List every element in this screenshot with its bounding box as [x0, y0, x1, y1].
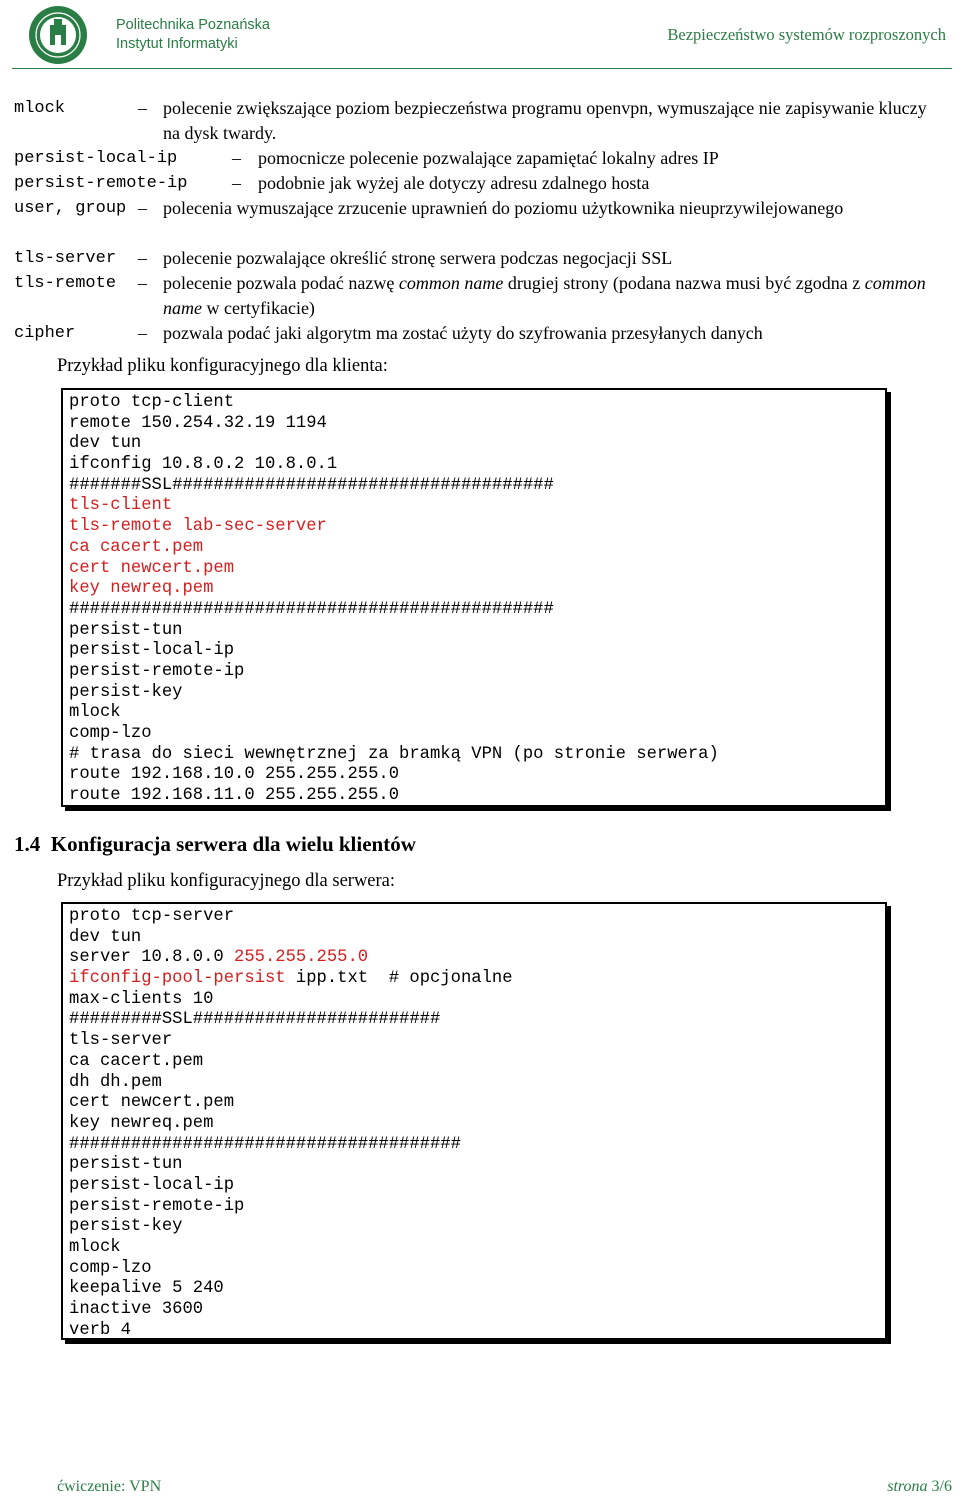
code-line	[69, 1197, 885, 1218]
client-config-caption: Przykład pliku konfiguracyjnego dla klienta:	[57, 356, 388, 376]
footer-page-label: strona	[887, 1478, 928, 1495]
definition-dash: –	[138, 198, 147, 218]
section-heading	[14, 832, 416, 857]
code-segment: cert newcert.pem	[69, 1093, 235, 1113]
code-line: ca cacert.pem	[69, 537, 204, 557]
definition-description	[163, 271, 944, 321]
code-segment: max-clients 10	[69, 989, 214, 1009]
code-segment: comp-lzo	[69, 1258, 152, 1278]
code-segment: verb 4	[69, 1320, 131, 1340]
code-line: tls-client	[69, 496, 173, 516]
code-line	[69, 1217, 885, 1238]
definition-item	[14, 171, 944, 196]
code-segment: #########SSL########################	[69, 1010, 441, 1030]
code-line: remote 150.254.32.19 1194	[69, 413, 327, 433]
code-line	[69, 1093, 885, 1114]
definition-item	[14, 271, 944, 321]
code-line	[69, 928, 885, 949]
definition-item	[14, 196, 944, 246]
definition-text: w certyfikacie)	[202, 298, 315, 318]
definition-description: pomocnicze polecenie pozwalające zapamiętać lokalny adres IP	[258, 148, 719, 168]
code-line	[69, 1176, 885, 1197]
code-segment: mlock	[69, 1238, 121, 1257]
definition-item	[14, 321, 944, 346]
definition-term: tls-server	[14, 249, 117, 268]
code-line	[69, 1031, 885, 1052]
definition-item	[14, 96, 944, 146]
code-line	[69, 969, 885, 990]
code-segment: persist-key	[69, 1217, 183, 1237]
code-segment: dev tun	[69, 927, 142, 947]
section-number: 1.4	[14, 832, 41, 856]
code-line: cert newcert.pem	[69, 558, 235, 578]
definition-description: polecenia wymuszające zrzucenie uprawnień do poziomu użytkownika nieuprzywilejowanego	[163, 198, 844, 218]
definition-term: user, group	[14, 199, 127, 218]
code-segment: inactive 3600	[69, 1300, 204, 1320]
definition-description: pozwala podać jaki algorytm ma zostać użyty do szyfrowania przesyłanych danych	[163, 323, 763, 343]
code-line	[69, 1135, 885, 1156]
definition-dash: –	[232, 148, 241, 168]
definition-emphasis: common name	[398, 273, 504, 293]
code-segment: 255.255.255.0	[234, 948, 369, 968]
page-header	[0, 0, 960, 70]
code-line: tls-remote lab-sec-server	[69, 517, 327, 537]
code-line	[69, 1073, 885, 1094]
code-line	[69, 990, 885, 1011]
definition-dash: –	[138, 273, 147, 293]
definition-dash: –	[138, 323, 147, 343]
code-line	[69, 1114, 885, 1135]
definition-term: persist-remote-ip	[14, 174, 188, 193]
definition-text: polecenie pozwala podać nazwę	[163, 273, 399, 293]
footer-page	[887, 1478, 952, 1496]
code-line	[69, 948, 885, 969]
definition-term: cipher	[14, 324, 76, 343]
code-line	[69, 1052, 885, 1073]
definition-item	[14, 146, 944, 171]
code-segment: keepalive 5 240	[69, 1279, 224, 1299]
institution-line1: Politechnika Poznańska	[116, 17, 270, 33]
code-line	[69, 1279, 885, 1300]
code-segment: dh dh.pem	[69, 1072, 162, 1092]
code-segment: ifconfig-pool-persist	[69, 969, 286, 989]
code-line	[69, 1010, 885, 1031]
code-segment: proto tcp-server	[69, 907, 235, 926]
code-line: dev tun	[69, 434, 142, 454]
code-line: mlock	[69, 703, 121, 723]
definition-dash: –	[138, 98, 147, 118]
code-segment: persist-tun	[69, 1155, 183, 1175]
code-line: persist-local-ip	[69, 641, 235, 661]
server-config-caption: Przykład pliku konfiguracyjnego dla serwera:	[57, 871, 396, 891]
definition-term: persist-local-ip	[14, 149, 178, 168]
definition-description: polecenie pozwalające określić stronę serwera podczas negocjacji SSL	[163, 248, 673, 268]
definition-list	[14, 96, 944, 346]
definition-description: polecenie zwiększające poziom bezpieczeństwa programu openvpn, wymuszające nie zapisywanie kluczy na dysk twardy.	[163, 98, 927, 143]
code-line: persist-remote-ip	[69, 661, 245, 681]
code-line: persist-tun	[69, 620, 183, 640]
code-line: ###############################################	[69, 599, 554, 619]
code-line: comp-lzo	[69, 724, 152, 743]
institution-name	[116, 16, 270, 54]
header-divider	[12, 68, 952, 69]
course-title: Bezpieczeństwo systemów rozproszonych	[667, 25, 946, 44]
code-line: proto tcp-client	[69, 393, 235, 412]
code-segment: tls-server	[69, 1031, 173, 1051]
footer-exercise: ćwiczenie: VPN	[57, 1478, 162, 1495]
code-line	[69, 1259, 885, 1280]
code-segment: key newreq.pem	[69, 1113, 214, 1133]
code-line: route 192.168.11.0 255.255.255.0	[69, 786, 400, 806]
definition-dash: –	[232, 173, 241, 193]
code-line: persist-key	[69, 682, 183, 702]
code-line: #######SSL#####################################	[69, 475, 554, 495]
section-title-text: Konfiguracja serwera dla wielu klientów	[50, 832, 416, 856]
code-line	[69, 1300, 885, 1321]
code-line: route 192.168.10.0 255.255.255.0	[69, 765, 400, 785]
code-segment: ipp.txt # opcjonalne	[285, 969, 513, 989]
code-segment: ca cacert.pem	[69, 1051, 204, 1071]
code-segment: ######################################	[69, 1134, 461, 1154]
definition-text: drugiej strony (podana nazwa musi być zgodna z	[503, 273, 865, 293]
definition-description: podobnie jak wyżej ale dotyczy adresu zdalnego hosta	[258, 173, 650, 193]
code-segment: server 10.8.0.0	[69, 948, 235, 968]
client-config-box	[61, 388, 887, 807]
code-line	[69, 1155, 885, 1176]
code-line	[69, 1238, 885, 1259]
code-line: # trasa do sieci wewnętrznej za bramką VPN (po stronie serwera)	[69, 744, 719, 764]
server-config-box	[61, 902, 887, 1340]
code-line: ifconfig 10.8.0.2 10.8.0.1	[69, 455, 338, 475]
code-line	[69, 907, 885, 928]
code-segment: persist-local-ip	[69, 1175, 235, 1195]
footer-page-number: 3/6	[931, 1478, 952, 1495]
definition-emphasis: common name	[163, 273, 926, 318]
definition-dash: –	[138, 248, 147, 268]
code-line	[69, 1321, 885, 1342]
code-line: key newreq.pem	[69, 579, 214, 599]
institution-line2: Instytut Informatyki	[116, 36, 238, 52]
definition-term: tls-remote	[14, 274, 117, 293]
definition-item	[14, 246, 944, 271]
code-segment: persist-remote-ip	[69, 1196, 245, 1216]
definition-term: mlock	[14, 99, 66, 118]
university-logo-icon	[28, 5, 88, 65]
